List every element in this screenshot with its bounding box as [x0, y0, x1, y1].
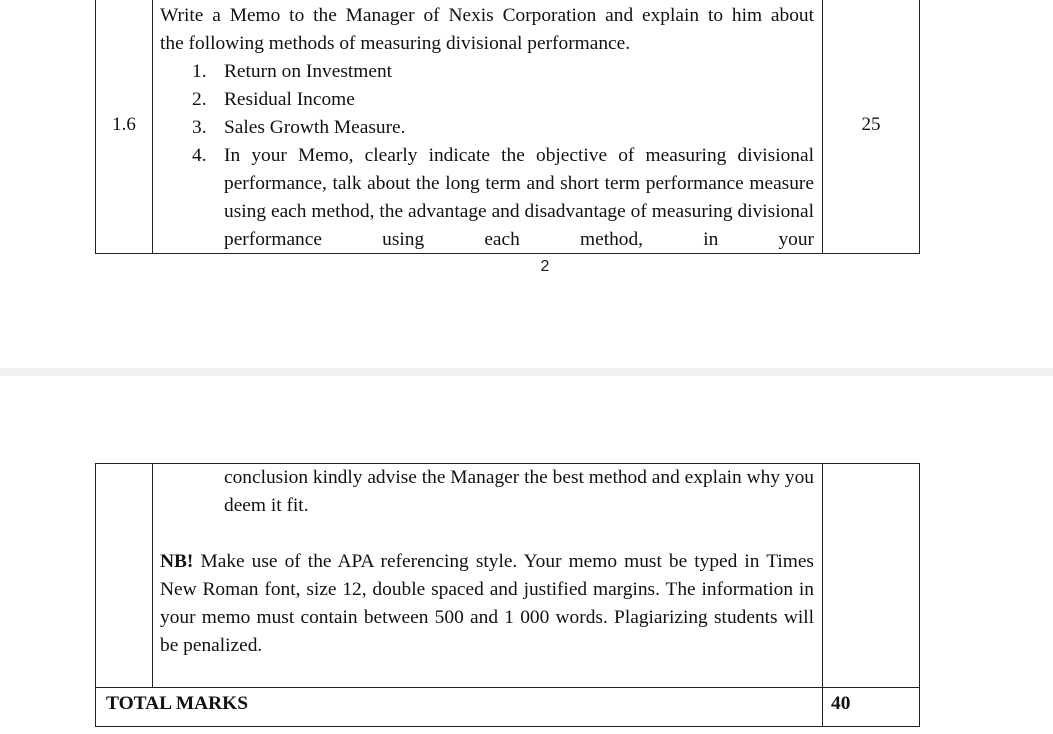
- question-intro: [160, 2, 814, 58]
- row-divider: [96, 687, 919, 688]
- list-item-text: In your Memo, clearly indicate the objective of measuring divisional performance, talk about the long term and short term performance measure using each method, the advantage and disadvantage of measuring divisional performance using each method, in your: [224, 145, 814, 250]
- list-item: [192, 86, 814, 114]
- question-table-bottom: [95, 463, 920, 727]
- total-marks-label: TOTAL MARKS: [106, 693, 249, 714]
- page-number: 2: [540, 258, 550, 275]
- intro-line: Write a Memo to the Manager of Nexis Corporation and explain to him about: [160, 5, 814, 26]
- column-divider: [152, 464, 153, 687]
- list-item: [192, 114, 814, 142]
- question-number: 1.6: [112, 114, 136, 135]
- list-item: [192, 142, 814, 254]
- page-bottom: [0, 376, 1053, 734]
- total-marks-value: 40: [831, 693, 851, 714]
- list-item-number: 4.: [192, 145, 207, 166]
- nb-note: [160, 548, 814, 660]
- intro-line: the following methods of measuring divisional performance.: [160, 33, 631, 54]
- list-item-number: 1.: [192, 61, 207, 82]
- nb-label: NB!: [160, 551, 194, 572]
- list-item-number: 3.: [192, 117, 207, 138]
- list-item-text: Return on Investment: [224, 61, 393, 82]
- list-item-number: 2.: [192, 89, 207, 110]
- method-list: [192, 58, 814, 254]
- item-continuation: conclusion kindly advise the Manager the best method and explain why you deem it fit.: [224, 467, 814, 516]
- question-marks: 25: [861, 114, 881, 135]
- list-item: [192, 58, 814, 86]
- page-separator: [0, 368, 1053, 376]
- column-divider: [152, 0, 153, 253]
- question-table-top: [95, 0, 920, 254]
- list-item-text: Residual Income: [224, 89, 355, 110]
- list-item-text: Sales Growth Measure.: [224, 117, 406, 138]
- nb-text: Make use of the APA referencing style. Your memo must be typed in Times New Roman font, size 12, double spaced and justified margins. The information in your memo must contain between 500 and 1 000 words. Plagiarizing students will be penalized.: [160, 551, 814, 656]
